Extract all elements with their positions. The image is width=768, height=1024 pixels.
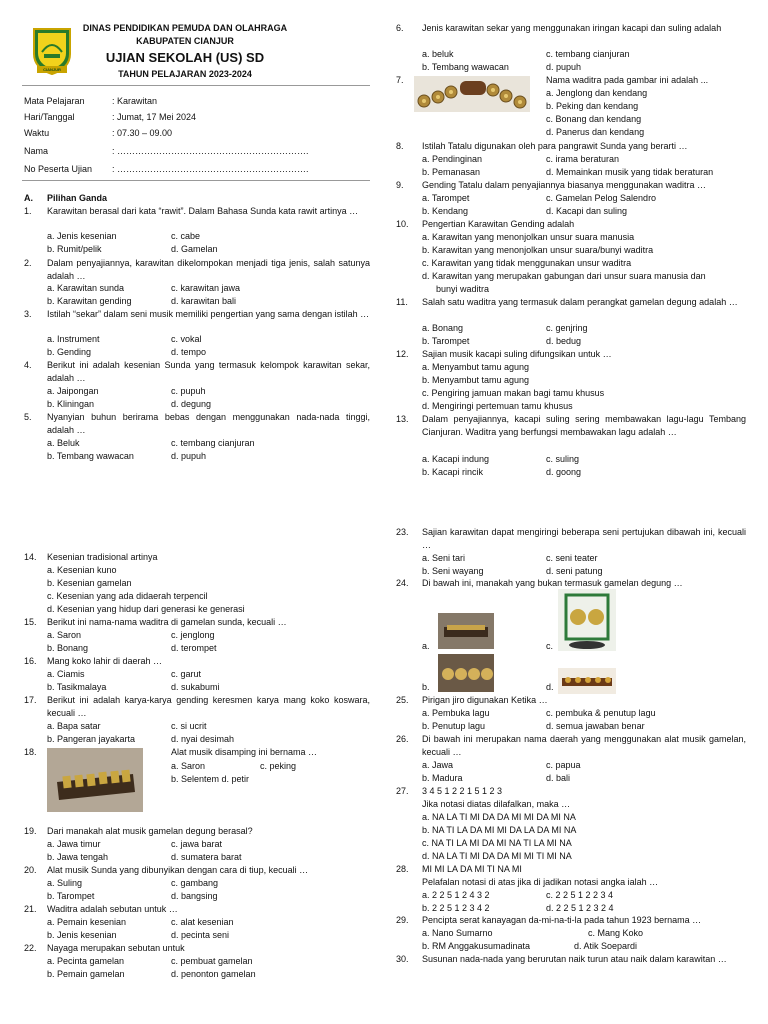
option-d[interactable]: d. 2 2 5 1 2 3 2 4 — [546, 903, 614, 913]
option-a[interactable]: a. Karawitan yang menonjolkan unsur suara manusia — [422, 232, 635, 242]
option-d[interactable]: d. bali — [546, 773, 571, 783]
option-a[interactable]: a. Bonang — [422, 323, 464, 333]
option-a[interactable]: a. Menyambut tamu agung — [422, 362, 530, 372]
option-b[interactable]: b. Kacapi rincik — [422, 467, 484, 477]
option-b[interactable]: b. Peking dan kendang — [546, 101, 639, 111]
question: 22. Nayaga merupakan sebutan untuk a. Pecinta gamelan c. pembuat gamelan b. Pemain gamelan d. penonton gamelan — [24, 942, 370, 982]
option-b[interactable]: b. — [422, 682, 430, 692]
option-d-image — [558, 668, 616, 694]
info-value: : Jumat, 17 Mei 2024 — [112, 112, 197, 122]
option-b[interactable]: b. RM Anggakusumadinata — [422, 941, 531, 951]
option-a[interactable]: a. Karawitan sunda — [47, 283, 125, 293]
question-text: Sajian karawitan dapat mengiringi beberapa seni pertujukan dibawah ini, kecuali … — [422, 527, 746, 550]
question-text: Dari manakah alat musik gamelan degung berasal? — [47, 826, 253, 836]
option-b[interactable]: b. Seni wayang — [422, 566, 484, 576]
question: 4. Berikut ini adalah kesenian Sunda yang termasuk kelompok karawitan sekar, adalah … a. Jaipongan c. pupuh b. Kliningan d. degung — [24, 360, 370, 409]
question-text: Berikut ini nama-nama waditra di gamelan sunda, kecuali … — [47, 617, 287, 627]
option-c[interactable]: c. peking — [260, 761, 297, 771]
question-text: Pelafalan notasi di atas jika di jadikan notasi angka ialah … — [422, 877, 659, 887]
question: 9. Gending Tatalu dalam penyajiannya biasanya menggunakan waditra … a. Tarompet c. Gamelan Pelog Salendro b. Kendang d. Kacapi dan suling — [396, 179, 746, 219]
question-text: Berikut ini adalah karya-karya gending keresmen karya mang koko koswara, kecuali … — [47, 695, 370, 718]
option-b[interactable]: b. Menyambut tamu agung — [422, 375, 530, 385]
info-value: : ………………………………………………………. — [112, 164, 309, 174]
option-b[interactable]: b. Tarompet — [422, 336, 470, 346]
question: 12. Sajian musik kacapi suling difungsikan untuk … a. Menyambut tamu agung b. Menyambut tamu agung c. Pengiring jamuan makan bagi tamu khusus d. Mengiringi pertemuan tamu khusus — [396, 348, 746, 414]
option-d[interactable]: d. nyai desimah — [171, 734, 235, 744]
option-d[interactable]: d. sumatera barat — [171, 852, 242, 862]
option-b[interactable]: b. Karawitan gending — [47, 296, 132, 306]
option-a[interactable]: a. NA LA TI MI DA DA MI MI DA MI NA — [422, 812, 576, 822]
option-a[interactable]: a. Jenglong dan kendang — [546, 88, 648, 98]
question: 7. Nama waditra pada gambar ini adalah ... a. Jenglong dan kendang b. Peking dan kendang c. Bonang dan kendang d. Panerus dan kendang — [396, 75, 709, 137]
question-text: Pencipta serat kanayagan da-mi-na-ti-la pada tahun 1923 bernama … — [422, 915, 702, 925]
question-text: Berikut ini adalah kesenian Sunda yang termasuk kelompok karawitan sekar, adalah … — [47, 360, 370, 383]
question-text: Gending Tatalu dalam penyajiannya biasanya menggunakan waditra … — [422, 180, 707, 190]
option-b[interactable]: b. 2 2 5 1 2 3 4 2 — [422, 903, 490, 913]
option-a[interactable]: a. Jaipongan — [47, 386, 99, 396]
option-c[interactable]: c. cabe — [171, 231, 201, 241]
option-a[interactable]: a. 2 2 5 1 2 4 3 2 — [422, 890, 490, 900]
section-letter: A. — [24, 193, 33, 203]
option-c[interactable]: c. tembang cianjuran — [171, 438, 255, 448]
option-b-d[interactable]: b. Selentem d. petir — [171, 774, 250, 784]
option-a[interactable]: a. — [422, 641, 430, 651]
question: 29. Pencipta serat kanayagan da-mi-na-ti-la pada tahun 1923 bernama … a. Nano Sumarno c. Mang Koko b. RM Anggakusumadinata d. Atik Soepardi — [396, 914, 746, 954]
option-d[interactable]: d. Gamelan — [171, 244, 218, 254]
option-c[interactable]: c. genjring — [546, 323, 588, 333]
question-text: Alat musik Sunda yang dibunyikan dengan cara di tiup, kecuali … — [47, 865, 309, 875]
question-text: Nyanyian buhun berirama bebas dengan menggunakan nada-nada tinggi, adalah … — [47, 412, 370, 435]
question: 27. 3 4 5 1 2 2 1 5 1 2 3 Jika notasi diatas dilafalkan, maka … a. NA LA TI MI DA DA MI MI DA MI NA b. NA TI LA DA MI MI DA LA DA MI NA c. NA TI LA MI DA MI NA TI LA MI NA d. NA LA TI MI DA DA MI MI TI MI NA — [396, 786, 577, 861]
question: 10. Pengertian Karawitan Gending adalah a. Karawitan yang menonjolkan unsur suara manusia b. Karawitan yang menonjolkan unsur suara/bunyi waditra c. Karawitan yang tidak menggunakan unsur waditra d. Karawitan yang merupakan gabungan dari unsur suara manusia dan bunyi waditra — [396, 218, 746, 296]
info-value: : 07.30 – 09.00 — [112, 128, 173, 138]
option-b-image — [438, 654, 494, 692]
question-text: Alat musik disamping ini bernama … — [171, 747, 318, 757]
option-b[interactable]: b. Rumit/pelik — [47, 244, 102, 254]
agency-name: DINAS PENDIDIKAN PEMUDA DAN OLAHRAGA — [82, 23, 288, 33]
question-text: Istilah “sekar” dalam seni musik memiliki pengertian yang sama dengan istilah … — [47, 309, 370, 319]
question: 26. Di bawah ini merupakan nama daerah yang menggunakan alat musik gamelan, kecuali … a. Jawa c. papua b. Madura d. bali — [396, 734, 746, 783]
option-c[interactable]: c. jenglong — [171, 630, 215, 640]
option-b[interactable]: b. Bonang — [47, 643, 89, 653]
info-label: Mata Pelajaran — [24, 96, 85, 106]
info-value: : Karawitan — [112, 96, 158, 106]
option-d[interactable]: d. karawitan bali — [171, 296, 237, 306]
question-text: Salah satu waditra yang termasuk dalam perangkat gamelan degung adalah … — [422, 297, 738, 307]
option-d[interactable]: d. Karawitan yang merupakan gabungan dari unsur suara manusia dan — [422, 271, 706, 281]
question: 16. Mang koko lahir di daerah … a. Ciamis c. garut b. Tasikmalaya d. sukabumi — [24, 655, 370, 695]
question-text: Dalam penyajiannya, karawitan dikelompokan menjadi tiga jenis, salah satunya adalah … — [47, 258, 370, 281]
option-c[interactable]: c. seni teater — [546, 553, 598, 563]
info-label: Waktu — [24, 128, 50, 138]
question-text: Di bawah ini merupakan nama daerah yang menggunakan alat musik gamelan, kecuali … — [422, 734, 746, 757]
option-a[interactable]: a. Beluk — [47, 438, 80, 448]
option-d[interactable]: d. Kesenian yang hidup dari generasi ke generasi — [47, 604, 245, 614]
option-a[interactable]: a. Tarompet — [422, 193, 470, 203]
question: 23. Sajian karawitan dapat mengiringi beberapa seni pertujukan dibawah ini, kecuali … a. Seni tari c. seni teater b. Seni wayang d. seni patung — [396, 527, 746, 576]
notation: MI MI LA DA MI TI NA MI — [422, 864, 522, 874]
info-label: No Peserta Ujian — [24, 164, 93, 174]
bonang-kendang-image — [414, 76, 530, 112]
option-d[interactable]: d. degung — [171, 399, 212, 409]
question-text: Jika notasi diatas dilafalkan, maka … — [422, 799, 571, 809]
option-a[interactable]: a. Pemain kesenian — [47, 917, 127, 927]
question: 18. Alat musik disamping ini bernama … a. Saron c. peking b. Selentem d. petir — [24, 746, 370, 816]
option-d[interactable]: d. semua jawaban benar — [546, 721, 645, 731]
option-b[interactable]: b. Pemanasan — [422, 167, 481, 177]
question: 28. MI MI LA DA MI TI NA MI Pelafalan notasi di atas jika di jadikan notasi angka ialah … a. 2 2 5 1 2 4 3 2 c. 2 2 5 1 2 2 3 4 b. 2 2 5 1 2 3 4 2 d. 2 2 5 1 2 3 2 4 — [396, 864, 659, 913]
option-a[interactable]: a. Kesenian kuno — [47, 565, 117, 575]
option-a-image — [438, 613, 494, 649]
info-divider — [22, 180, 370, 181]
option-c[interactable]: c. Pengiring jamuan makan bagi tamu khusus — [422, 388, 605, 398]
notation: 3 4 5 1 2 2 1 5 1 2 3 — [422, 786, 503, 796]
option-c[interactable]: c. si ucrit — [171, 721, 207, 731]
question: 6. Jenis karawitan sekar yang menggunakan iringan kacapi dan suling adalah a. beluk c. tembang cianjuran b. Tembang wawacan d. pupuh — [396, 22, 746, 74]
header-divider — [22, 85, 370, 86]
question-text: Karawitan berasal dari kata “rawit”. Dalam Bahasa Sunda kata rawit artinya … — [47, 206, 359, 216]
option-c[interactable]: c. pupuh — [171, 386, 206, 396]
question-text: Istilah Tatalu digunakan oleh para pangrawit Sunda yang berarti … — [422, 141, 688, 151]
option-c[interactable]: c. pembuka & penutup lagu — [546, 708, 656, 718]
option-b[interactable]: b. Tembang wawacan — [422, 62, 509, 72]
option-a[interactable]: a. Nano Sumarno — [422, 928, 493, 938]
question: 17. Berikut ini adalah karya-karya gending keresmen karya mang koko koswara, kecuali … a. Bapa satar c. si ucrit b. Pangeran jayakarta d. nyai desimah — [24, 695, 370, 744]
option-c[interactable]: c. gambang — [171, 878, 219, 888]
option-d[interactable]: d. sukabumi — [171, 682, 220, 692]
option-a[interactable]: a. Pendinginan — [422, 154, 483, 164]
option-d[interactable]: d. — [546, 682, 554, 692]
question-text: Waditra adalah sebutan untuk … — [47, 904, 178, 914]
option-d[interactable]: d. terompet — [171, 643, 217, 653]
option-d[interactable]: d. Kacapi dan suling — [546, 206, 628, 216]
question-text: Jenis karawitan sekar yang menggunakan iringan kacapi dan suling adalah — [422, 23, 722, 33]
option-d[interactable]: d. goong — [546, 467, 582, 477]
question: 3. Istilah “sekar” dalam seni musik memiliki pengertian yang sama dengan istilah … a. Instrument c. vokal b. Gending d. tempo — [24, 309, 370, 357]
question: 20. Alat musik Sunda yang dibunyikan dengan cara di tiup, kecuali … a. Suling c. gambang b. Tarompet d. bangsing — [24, 864, 370, 904]
option-d[interactable]: d. Mengiringi pertemuan tamu khusus — [422, 401, 573, 411]
option-a[interactable]: a. Suling — [47, 878, 83, 888]
question-text: Pengertian Karawitan Gending adalah — [422, 219, 575, 229]
question: 24. Di bawah ini, manakah yang bukan termasuk gamelan degung … a. b. c. d. — [396, 577, 746, 693]
question: 1. Karawitan berasal dari kata “rawit”. Dalam Bahasa Sunda kata rawit artinya … a. Jenis kesenian c. cabe b. Rumit/pelik d. Gamelan — [24, 205, 370, 257]
question-text: Mang koko lahir di daerah … — [47, 656, 163, 666]
option-d[interactable]: d. pecinta seni — [171, 930, 230, 940]
option-b[interactable]: b. Karawitan yang menonjolkan unsur suara/bunyi waditra — [422, 245, 654, 255]
saron-image — [47, 748, 143, 812]
option-a[interactable]: a. Instrument — [47, 334, 100, 344]
option-c[interactable]: c. — [546, 641, 554, 651]
option-c[interactable]: c. alat kesenian — [171, 917, 234, 927]
option-c[interactable]: c. garut — [171, 669, 202, 679]
option-b[interactable]: b. NA TI LA DA MI MI DA LA DA MI NA — [422, 825, 577, 835]
info-label: Nama — [24, 146, 49, 156]
option-c[interactable]: c. suling — [546, 454, 580, 464]
option-a[interactable]: a. Seni tari — [422, 553, 466, 563]
option-b[interactable]: b. Jawa tengah — [47, 852, 109, 862]
question: 13. Dalam penyajiannya, kacapi suling sering membawakan lagu-lagu Tembang Cianjuran. Waditra yang berfungsi membawakan lagu adalah … a. Kacapi indung c. suling b. Kacapi rincik d. goong — [396, 414, 746, 477]
option-a[interactable]: a. Saron — [171, 761, 206, 771]
option-c[interactable]: c. tembang cianjuran — [546, 49, 630, 59]
school-year: TAHUN PELAJARAN 2023-2024 — [118, 69, 252, 79]
question: 11. Salah satu waditra yang termasuk dalam perangkat gamelan degung adalah … a. Bonang c. genjring b. Tarompet d. bedug — [396, 296, 746, 348]
question: 21. Waditra adalah sebutan untuk … a. Pemain kesenian c. alat kesenian b. Jenis kesenian d. pecinta seni — [24, 903, 370, 943]
option-d[interactable]: d. penonton gamelan — [171, 969, 256, 979]
option-d[interactable]: d. Atik Soepardi — [574, 941, 638, 951]
option-d[interactable]: d. seni patung — [546, 566, 603, 576]
option-d-continued: bunyi waditra — [436, 284, 490, 294]
option-b[interactable]: b. Madura — [422, 773, 463, 783]
option-b[interactable]: b. Kliningan — [47, 399, 95, 409]
option-a[interactable]: a. Pecinta gamelan — [47, 956, 125, 966]
option-a[interactable]: a. Jenis kesenian — [47, 231, 117, 241]
option-c[interactable]: c. NA TI LA MI DA MI NA TI LA MI NA — [422, 838, 572, 848]
option-c[interactable]: c. jawa barat — [171, 839, 223, 849]
option-b[interactable]: b. Pemain gamelan — [47, 969, 125, 979]
option-b[interactable]: b. Tembang wawacan — [47, 451, 134, 461]
option-c[interactable]: c. Kesenian yang ada didaerah terpencil — [47, 591, 208, 601]
option-a[interactable]: a. Bapa satar — [47, 721, 101, 731]
option-a[interactable]: a. beluk — [422, 49, 454, 59]
info-value: : ………………………………………………………. — [112, 146, 309, 156]
option-d[interactable]: d. Memainkan musik yang tidak beraturan — [546, 167, 714, 177]
question: 19. Dari manakah alat musik gamelan degung berasal? a. Jawa timur c. jawa barat b. Jawa tengah d. sumatera barat — [24, 825, 370, 865]
option-c[interactable]: c. pembuat gamelan — [171, 956, 253, 966]
option-a[interactable]: a. Saron — [47, 630, 82, 640]
option-b[interactable]: b. Kesenian gamelan — [47, 578, 132, 588]
option-c[interactable]: c. papua — [546, 760, 581, 770]
question-text: Susunan nada-nada yang berurutan naik turun atau naik dalam karawitan … — [422, 954, 727, 964]
option-b[interactable]: b. Pangeran jayakarta — [47, 734, 136, 744]
option-d[interactable]: d. bangsing — [171, 891, 218, 901]
option-c[interactable]: c. Bonang dan kendang — [546, 114, 642, 124]
option-c[interactable]: c. vokal — [171, 334, 202, 344]
option-a[interactable]: a. Pembuka lagu — [422, 708, 490, 718]
question-text: Dalam penyajiannya, kacapi suling sering membawakan lagu-lagu Tembang Cianjuran. Waditra yang berfungsi membawakan lagu adalah … — [422, 414, 746, 437]
option-b[interactable]: b. Tarompet — [47, 891, 95, 901]
option-d[interactable]: d. NA LA TI MI DA DA MI MI TI MI NA — [422, 851, 572, 861]
option-b[interactable]: b. Gending — [47, 347, 92, 357]
question-text: Sajian musik kacapi suling difungsikan untuk … — [422, 349, 612, 359]
option-b[interactable]: b. Tasikmalaya — [47, 682, 107, 692]
option-d[interactable]: d. bedug — [546, 336, 582, 346]
option-a[interactable]: a. Kacapi indung — [422, 454, 490, 464]
option-a[interactable]: a. Ciamis — [47, 669, 85, 679]
option-c[interactable]: c. Mang Koko — [588, 928, 644, 938]
question-text: Nama waditra pada gambar ini adalah ... — [546, 75, 709, 85]
question: 8. Istilah Tatalu digunakan oleh para pangrawit Sunda yang berarti … a. Pendinginan c. irama beraturan b. Pemanasan d. Memainkan musik yang tidak beraturan — [396, 140, 746, 180]
option-d[interactable]: d. Panerus dan kendang — [546, 127, 645, 137]
option-c[interactable]: c. 2 2 5 1 2 2 3 4 — [546, 890, 614, 900]
question-text: Nayaga merupakan sebutan untuk — [47, 943, 185, 953]
option-c[interactable]: c. Karawitan yang tidak menggunakan unsur waditra — [422, 258, 632, 268]
question: 5. Nyanyian buhun berirama bebas dengan menggunakan nada-nada tinggi, adalah … a. Beluk c. tembang cianjuran b. Tembang wawacan d. pupuh — [24, 412, 370, 461]
exam-title: UJIAN SEKOLAH (US) SD — [105, 50, 265, 65]
option-a[interactable]: a. Jawa timur — [47, 839, 101, 849]
question: 30. Susunan nada-nada yang berurutan naik turun atau naik dalam karawitan … — [396, 953, 746, 983]
option-c-image — [558, 589, 616, 651]
option-b[interactable]: b. Kendang — [422, 206, 469, 216]
option-c[interactable]: c. irama beraturan — [546, 154, 620, 164]
question: 2. Dalam penyajiannya, karawitan dikelompokan menjadi tiga jenis, salah satunya adalah … a. Karawitan sunda c. karawitan jawa b. Karawitan gending d. karawitan bali — [24, 258, 370, 306]
option-c[interactable]: c. Gamelan Pelog Salendro — [546, 193, 657, 203]
question: 25. Pirigan jiro digunakan Ketika … a. Pembuka lagu c. pembuka & penutup lagu b. Penutup lagu d. semua jawaban benar — [396, 694, 746, 734]
question: 14. Kesenian tradisional artinya a. Kesenian kuno b. Kesenian gamelan c. Kesenian yang ada didaerah terpencil d. Kesenian yang hidup dari generasi ke generasi — [24, 551, 370, 617]
option-c[interactable]: c. karawitan jawa — [171, 283, 241, 293]
option-a[interactable]: a. Jawa — [422, 760, 454, 770]
option-d[interactable]: d. pupuh — [546, 62, 582, 72]
logo-banner-text: CIANJUR — [43, 67, 61, 72]
question-text: Pirigan jiro digunakan Ketika … — [422, 695, 548, 705]
option-b[interactable]: b. Jenis kesenian — [47, 930, 117, 940]
info-label: Hari/Tanggal — [24, 112, 75, 122]
option-b[interactable]: b. Penutup lagu — [422, 721, 486, 731]
section-title: Pilihan Ganda — [47, 193, 108, 203]
question: 15. Berikut ini nama-nama waditra di gamelan sunda, kecuali … a. Saron c. jenglong b. Bonang d. terompet — [24, 616, 370, 656]
option-d[interactable]: d. pupuh — [171, 451, 207, 461]
regency-name: KABUPATEN CIANJUR — [136, 36, 234, 46]
question-text: Kesenian tradisional artinya — [47, 552, 158, 562]
question-text: Di bawah ini, manakah yang bukan termasuk gamelan degung … — [422, 578, 683, 588]
option-d[interactable]: d. tempo — [171, 347, 207, 357]
